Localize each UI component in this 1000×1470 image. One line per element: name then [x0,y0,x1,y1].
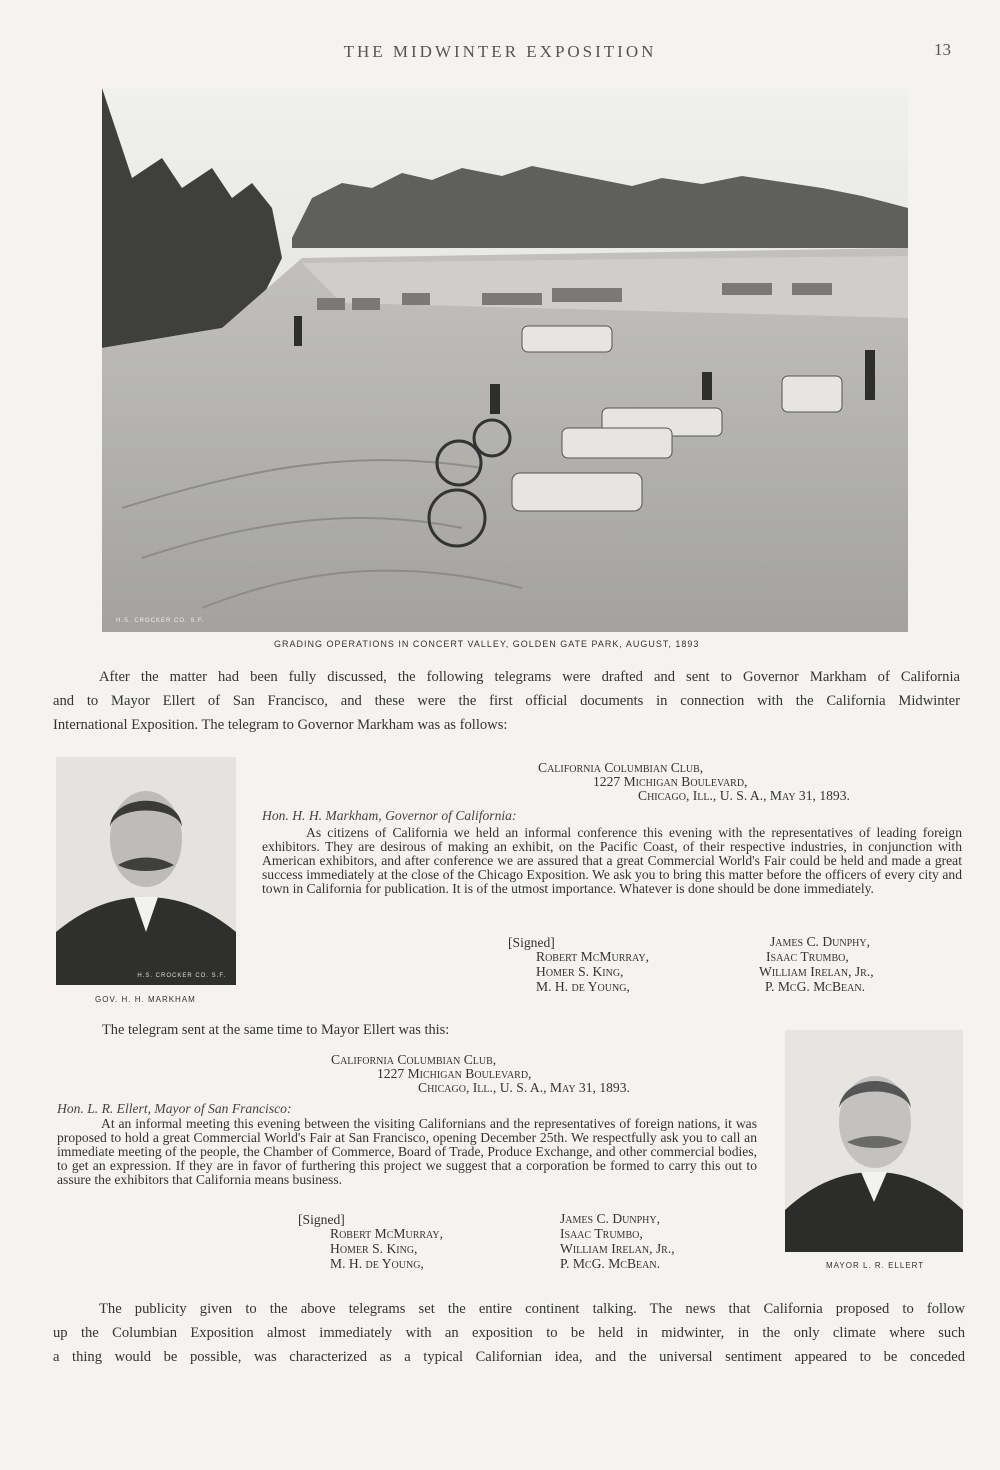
signer-name: Robert McMurray, [330,1226,443,1241]
portrait-illustration [56,757,236,985]
photo-illustration [102,88,908,632]
running-title: THE MIDWINTER EXPOSITION [343,42,657,61]
portrait-ellert-caption: MAYOR L. R. ELLERT [826,1261,925,1270]
signer-name: Homer S. King, [330,1241,418,1256]
signed-label: [Signed] [298,1212,345,1227]
paragraph-line: and to Mayor Ellert of San Francisco, and these were the first official documents in connection with the California Midwinter [53,693,960,709]
photo-credit: H.S. CROCKER CO. S.F. [116,618,205,624]
portrait-markham [56,757,236,985]
signed-label: [Signed] [508,935,555,950]
sender-line: Chicago, Ill., U. S. A., May 31, 1893. [638,788,850,803]
signer-name: James C. Dunphy, [770,934,870,949]
signer-name: Isaac Trumbo, [766,949,849,964]
signer-name: Robert McMurray, [536,949,649,964]
telegram-body: As citizens of California we held an informal conference this evening with the representatives of leading foreign exhibitors. They are desirous of making an exhibit, on the Pacific Coast, of their respective industries, in conjunction with American exhibitors, and after conference we are assured that a great Commercial World's Fair could be held and made a great success immediately at the close of the Chicago Exposition. We ask you to bring this matter before the officers of every city and town in California for publication. It is of the utmost importance. Whatever is done should be done immediately. [262,825,962,896]
telegram-salutation: Hon. H. H. Markham, Governor of California: [262,808,517,823]
telegram-salutation: Hon. L. R. Ellert, Mayor of San Francisco: [57,1101,292,1116]
paragraph-line: The publicity given to the above telegrams set the entire continent talking. The news that California proposed to follow [99,1301,965,1317]
intro-ellert: The telegram sent at the same time to Mayor Ellert was this: [102,1022,450,1038]
sender-line: 1227 Michigan Boulevard, [593,774,748,789]
portrait-markham-caption: GOV. H. H. MARKHAM [95,995,196,1004]
paragraph-line: International Exposition. The telegram to Governor Markham was as follows: [53,717,508,733]
sender-line: Chicago, Ill., U. S. A., May 31, 1893. [418,1080,630,1095]
paragraph-intro [53,665,960,737]
page-number: 13 [934,40,951,59]
portrait-credit: H.S. CROCKER CO. S.F. [137,973,226,979]
signer-name: William Irelan, Jr., [759,964,874,979]
paragraph-line: After the matter had been fully discussed, the following telegrams were drafted and sent to Governor Markham of California [99,669,960,685]
signer-name: P. McG. McBean. [560,1256,660,1271]
portrait-illustration [785,1030,963,1252]
portrait-ellert [785,1030,963,1252]
signer-name: M. H. de Young, [330,1256,424,1271]
signer-name: James C. Dunphy, [560,1211,660,1226]
main-photograph [102,88,908,632]
sender-line: California Columbian Club, [331,1052,497,1067]
signer-name: Isaac Trumbo, [560,1226,643,1241]
main-photo-caption: GRADING OPERATIONS IN CONCERT VALLEY, GOLDEN GATE PARK, AUGUST, 1893 [274,639,700,649]
paragraph-publicity [53,1297,965,1369]
signer-name: William Irelan, Jr., [560,1241,675,1256]
paragraph-line: a thing would be possible, was characterized as a typical Californian idea, and the universal sentiment appeared to be conceded [53,1349,965,1365]
signer-name: P. McG. McBean. [765,979,865,994]
signer-name: Homer S. King, [536,964,624,979]
sender-line: California Columbian Club, [538,760,704,775]
sender-line: 1227 Michigan Boulevard, [377,1066,532,1081]
signer-name: M. H. de Young, [536,979,630,994]
telegram-body: At an informal meeting this evening between the visiting Californians and the representatives of foreign nations, it was proposed to hold a great Commercial World's Fair at San Francisco, opening December 25th. We respectfully ask you to call an immediate meeting of the people, the Chamber of Commerce, Board of Trade, Produce Exchange, and other commercial bodies, to get an expression. If they are in favor of furthering this project we suggest that a corporation be formed to carry this out to assure the exhibitors that California means business. [57,1116,757,1187]
paragraph-line: up the Columbian Exposition almost immediately with an exposition to be held in midwinter, in the only climate where such [53,1325,965,1341]
